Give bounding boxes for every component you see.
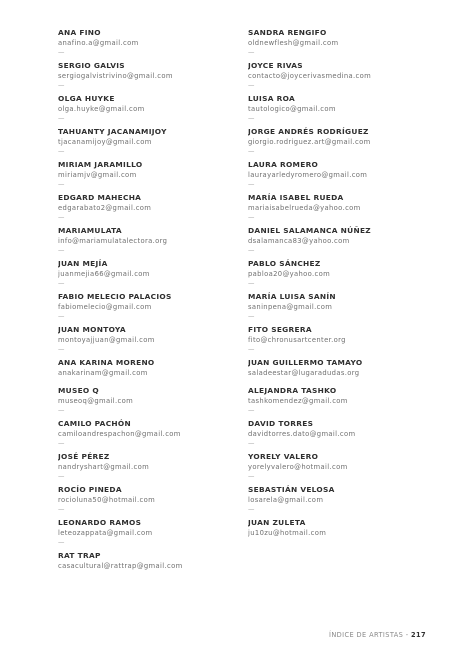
artist-entry xyxy=(248,292,438,325)
entry-separator: — xyxy=(58,213,65,221)
entry-separator: — xyxy=(248,48,255,56)
artist-email: edgarabato2@gmail.com xyxy=(58,204,152,212)
artist-email: rocioluna50@hotmail.com xyxy=(58,496,156,504)
entry-separator: — xyxy=(248,312,255,320)
artist-entry xyxy=(248,358,438,386)
artist-name: LUISA ROA xyxy=(248,94,296,103)
artist-email: saninpena@gmail.com xyxy=(248,303,333,311)
artist-name: LEONARDO RAMOS xyxy=(58,518,142,527)
entry-separator: — xyxy=(58,312,65,320)
artist-name: TAHUANTY JACANAMIJOY xyxy=(58,127,167,136)
artist-name: SERGIO GALVIS xyxy=(58,61,125,70)
artist-email: tjacanamijoy@gmail.com xyxy=(58,138,152,146)
artist-name: MIRIAM JARAMILLO xyxy=(58,160,143,169)
artist-entry xyxy=(248,193,438,226)
page-footer xyxy=(329,631,426,639)
artist-email: juanmejia66@gmail.com xyxy=(58,270,150,278)
artist-entry xyxy=(248,28,438,61)
artist-entry xyxy=(58,193,238,226)
artist-entry xyxy=(58,127,238,160)
artist-entry xyxy=(58,94,238,127)
artist-email: tashkomendez@gmail.com xyxy=(248,397,348,405)
artist-email: montoyajjuan@gmail.com xyxy=(58,336,155,344)
entry-separator: — xyxy=(248,406,255,414)
entry-separator: — xyxy=(248,472,255,480)
artist-entry xyxy=(248,518,438,546)
entry-separator: — xyxy=(58,246,65,254)
artist-name: JUAN ZULETA xyxy=(248,518,306,527)
artist-email: yorelyvalero@hotmail.com xyxy=(248,463,348,471)
artist-email: saladeestar@lugaradudas.org xyxy=(248,369,360,377)
artist-email: dsalamanca83@yahoo.com xyxy=(248,237,350,245)
artist-email: tautologico@gmail.com xyxy=(248,105,336,113)
artist-entry xyxy=(248,485,438,518)
artist-email: casacultural@rattrap@gmail.com xyxy=(58,562,183,570)
entry-separator: — xyxy=(248,147,255,155)
entry-separator: — xyxy=(58,180,65,188)
artist-entry xyxy=(58,551,238,579)
entry-separator: — xyxy=(58,48,65,56)
artist-name: SANDRA RENGIFO xyxy=(248,28,327,37)
artist-name: JOYCE RIVAS xyxy=(248,61,303,70)
artist-name: MARÍA LUISA SANÍN xyxy=(248,292,336,301)
artist-entry xyxy=(58,28,238,61)
artist-name: ALEJANDRA TASHKO xyxy=(248,386,337,395)
artist-name: FITO SEGRERA xyxy=(248,325,312,334)
entry-separator: — xyxy=(248,213,255,221)
artist-name: JORGE ANDRÉS RODRÍGUEZ xyxy=(248,127,369,136)
artist-email: pabloa20@yahoo.com xyxy=(248,270,331,278)
artist-entry xyxy=(248,61,438,94)
footer-section-title: ÍNDICE DE ARTISTAS - xyxy=(328,631,409,639)
artist-name: JUAN GUILLERMO TAMAYO xyxy=(248,358,363,367)
entry-separator: — xyxy=(58,345,65,353)
artist-email: losarela@gmail.com xyxy=(248,496,324,504)
artist-name: RAT TRAP xyxy=(58,551,101,560)
entry-separator: — xyxy=(58,81,65,89)
entry-separator: — xyxy=(248,505,255,513)
artist-name: MUSEO Q xyxy=(58,386,99,395)
artist-email: ju10zu@hotmail.com xyxy=(248,529,327,537)
artist-email: giorgio.rodriguez.art@gmail.com xyxy=(248,138,371,146)
artist-index-right-column xyxy=(248,28,438,546)
artist-entry xyxy=(58,358,238,386)
artist-email: museoq@gmail.com xyxy=(58,397,134,405)
artist-entry xyxy=(248,259,438,292)
entry-separator: — xyxy=(248,246,255,254)
page-number: 217 xyxy=(411,631,426,639)
artist-entry xyxy=(58,419,238,452)
artist-email: olga.huyke@gmail.com xyxy=(58,105,145,113)
artist-email: info@mariamulatalectora.org xyxy=(58,237,168,245)
artist-entry xyxy=(248,160,438,193)
entry-separator: — xyxy=(248,439,255,447)
artist-entry xyxy=(248,386,438,419)
entry-separator: — xyxy=(58,279,65,287)
artist-entry xyxy=(58,518,238,551)
artist-email: anakarinam@gmail.com xyxy=(58,369,148,377)
artist-entry xyxy=(248,94,438,127)
artist-name: JUAN MONTOYA xyxy=(58,325,126,334)
artist-name: YORELY VALERO xyxy=(248,452,319,461)
artist-name: EDGARD MAHECHA xyxy=(58,193,142,202)
artist-email: contacto@joycerivasmedina.com xyxy=(248,72,372,80)
entry-separator: — xyxy=(248,345,255,353)
entry-separator: — xyxy=(58,406,65,414)
artist-entry xyxy=(248,452,438,485)
artist-entry xyxy=(248,325,438,358)
artist-entry xyxy=(58,226,238,259)
artist-email: anafino.a@gmail.com xyxy=(58,39,139,47)
entry-separator: — xyxy=(58,439,65,447)
artist-entry xyxy=(58,292,238,325)
artist-entry xyxy=(58,61,238,94)
artist-email: laurayarledyromero@gmail.com xyxy=(248,171,368,179)
artist-name: LAURA ROMERO xyxy=(248,160,319,169)
artist-email: oldnewflesh@gmail.com xyxy=(248,39,339,47)
artist-entry xyxy=(58,386,238,419)
artist-name: MARÍA ISABEL RUEDA xyxy=(248,193,344,202)
artist-name: CAMILO PACHÓN xyxy=(58,419,131,428)
artist-email: sergiogalvistrivino@gmail.com xyxy=(58,72,173,80)
artist-email: nandryshart@gmail.com xyxy=(58,463,150,471)
artist-name: PABLO SÁNCHEZ xyxy=(248,259,321,268)
artist-entry xyxy=(248,419,438,452)
artist-email: miriamjv@gmail.com xyxy=(58,171,137,179)
artist-email: fabiomelecio@gmail.com xyxy=(58,303,152,311)
entry-separator: — xyxy=(58,538,65,546)
artist-email: fito@chronusartcenter.org xyxy=(248,336,346,344)
artist-entry xyxy=(58,160,238,193)
artist-name: FABIO MELECIO PALACIOS xyxy=(58,292,172,301)
artist-name: ANA FINO xyxy=(58,28,101,37)
artist-entry xyxy=(248,226,438,259)
artist-name: JOSÉ PÉREZ xyxy=(58,452,110,461)
artist-entry xyxy=(58,325,238,358)
artist-entry xyxy=(248,127,438,160)
artist-name: ROCÍO PINEDA xyxy=(58,485,122,494)
entry-separator: — xyxy=(248,180,255,188)
artist-email: leteozappata@gmail.com xyxy=(58,529,153,537)
entry-separator: — xyxy=(58,147,65,155)
entry-separator: — xyxy=(248,81,255,89)
entry-separator: — xyxy=(58,505,65,513)
artist-entry xyxy=(58,259,238,292)
entry-separator: — xyxy=(248,114,255,122)
artist-name: SEBASTIÁN VELOSA xyxy=(248,485,335,494)
entry-separator: — xyxy=(58,472,65,480)
entry-separator: — xyxy=(58,114,65,122)
artist-index-left-column xyxy=(58,28,238,579)
artist-name: DAVID TORRES xyxy=(248,419,314,428)
artist-email: davidtorres.dato@gmail.com xyxy=(248,430,356,438)
artist-name: MARIAMULATA xyxy=(58,226,122,235)
artist-name: DANIEL SALAMANCA NÚÑEZ xyxy=(248,226,371,235)
artist-entry xyxy=(58,452,238,485)
artist-name: OLGA HUYKE xyxy=(58,94,115,103)
artist-name: JUAN MEJÍA xyxy=(58,259,108,268)
artist-email: camiloandrespachon@gmail.com xyxy=(58,430,181,438)
entry-separator: — xyxy=(248,279,255,287)
artist-entry xyxy=(58,485,238,518)
artist-name: ANA KARINA MORENO xyxy=(58,358,155,367)
artist-email: mariaisabelrueda@yahoo.com xyxy=(248,204,361,212)
